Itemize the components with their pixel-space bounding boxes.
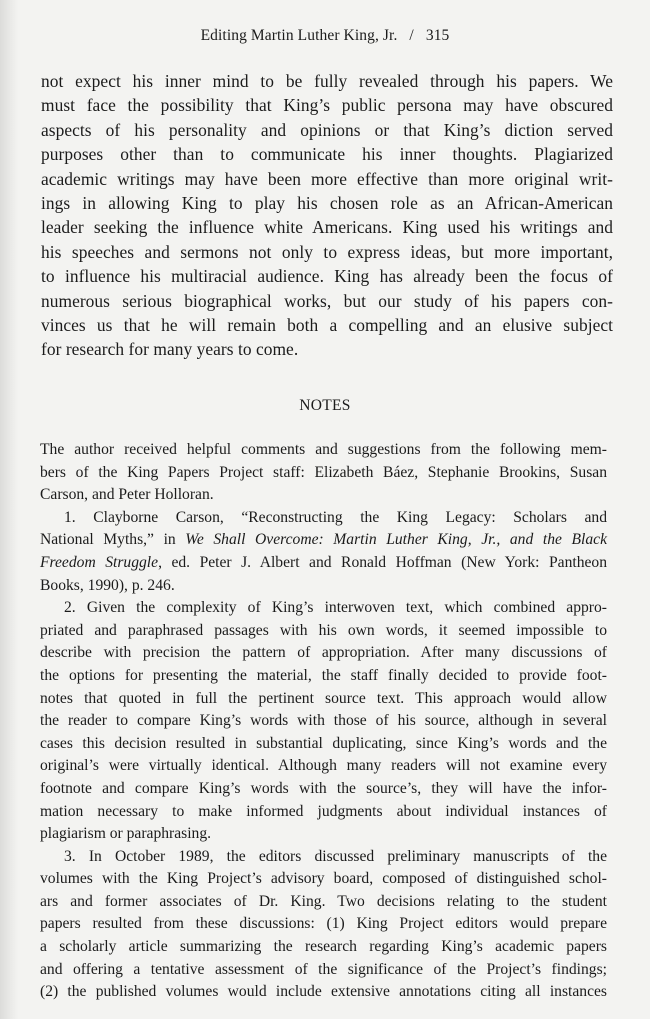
note-2 <box>40 597 607 846</box>
note-text: , ed. Peter J. Albert and Ronald Hoffman (New York: Pantheon <box>158 553 608 571</box>
body-line: aspects of his personality and opinions or that King’s diction served <box>41 119 613 140</box>
body-line: purposes other than to communicate his inner thoughts. Plagiarized <box>41 144 613 165</box>
note-line: describe with precision the pattern of appropriation. After many discussions of <box>40 644 607 662</box>
page-number: 315 <box>425 27 450 44</box>
body-line: ings in allowing King to play his chosen role as an African-American <box>41 193 613 214</box>
book-title-italic: We Shall Overcome: Martin Luther King, Jr., and the Black <box>185 531 608 549</box>
note-line <box>40 552 607 575</box>
book-title-italic: Freedom Struggle <box>40 553 159 571</box>
note-line: original’s were virtually identical. Although many readers will not examine every <box>40 757 607 775</box>
running-head-title: Editing Martin Luther King, Jr. <box>200 27 398 44</box>
body-paragraph <box>41 69 613 362</box>
note-3 <box>40 846 607 1004</box>
note-line: the reader to compare King’s words with those of his source, although in several <box>40 712 607 730</box>
note-line: a scholarly article summarizing the research regarding King’s academic papers <box>40 938 607 956</box>
page-edge-shadow <box>0 0 18 1019</box>
note-line: ars and former associates of Dr. King. Two decisions relating to the student <box>40 892 607 910</box>
body-line: must face the possibility that King’s public persona may have obscured <box>41 95 613 116</box>
acknowledgment-note <box>40 439 607 507</box>
body-line: to influence his multiracial audience. King has already been the focus of <box>41 266 613 287</box>
notes-section <box>40 439 607 1004</box>
note-1 <box>40 507 607 597</box>
note-line: the options for presenting the material, the staff finally decided to provide foot- <box>40 666 607 684</box>
body-line: not expect his inner mind to be fully revealed through his papers. We <box>41 71 613 91</box>
note-text: National Myths,” in <box>40 531 186 549</box>
note-line: cases this decision resulted in substantial duplicating, since King’s words and the <box>40 734 607 752</box>
notes-heading: NOTES <box>299 397 351 414</box>
note-line: Carson, and Peter Holloran. <box>40 486 214 504</box>
body-line: for research for many years to come. <box>41 339 299 360</box>
running-head-separator: / <box>409 27 414 44</box>
note-line: Books, 1990), p. 246. <box>40 576 175 594</box>
note-line: (2) the published volumes would include extensive annotations citing all instances <box>40 983 607 1001</box>
note-line: papers resulted from these discussions: (1) King Project editors would prepare <box>40 915 607 933</box>
body-line: numerous serious biographical works, but our study of his papers con- <box>41 290 613 311</box>
note-line: footnote and compare King’s words with the source’s, they will have the infor- <box>40 779 607 797</box>
note-line: plagiarism or paraphrasing. <box>40 825 212 843</box>
note-line: priated and paraphrased passages with his own words, it seemed impossible to <box>40 621 607 639</box>
running-head <box>0 27 650 45</box>
note-line: notes that quoted in full the pertinent source text. This approach would allow <box>40 689 607 707</box>
note-line: The author received helpful comments and suggestions from the following mem- <box>40 441 607 458</box>
body-line: vinces us that he will remain both a compelling and an elusive subject <box>41 315 613 336</box>
note-line: 2. Given the complexity of King’s interwoven text, which combined appro- <box>64 599 607 617</box>
note-line: 3. In October 1989, the editors discussed preliminary manuscripts of the <box>64 847 607 865</box>
note-line: bers of the King Papers Project staff: Elizabeth Báez, Stephanie Brookins, Susan <box>40 463 607 481</box>
note-line: mation necessary to make informed judgments about individual instances of <box>40 802 607 820</box>
body-line: his speeches and sermons not only to express ideas, but more important, <box>41 241 613 262</box>
body-line: academic writings may have been more effective than more original writ- <box>41 168 613 189</box>
note-line: and offering a tentative assessment of the significance of the Project’s findings; <box>40 960 607 978</box>
note-line: volumes with the King Project’s advisory board, composed of distinguished schol- <box>40 870 607 888</box>
note-line: 1. Clayborne Carson, “Reconstructing the King Legacy: Scholars and <box>64 508 607 526</box>
body-line: leader seeking the influence white Americans. King used his writings and <box>41 217 613 238</box>
note-line <box>40 529 607 552</box>
